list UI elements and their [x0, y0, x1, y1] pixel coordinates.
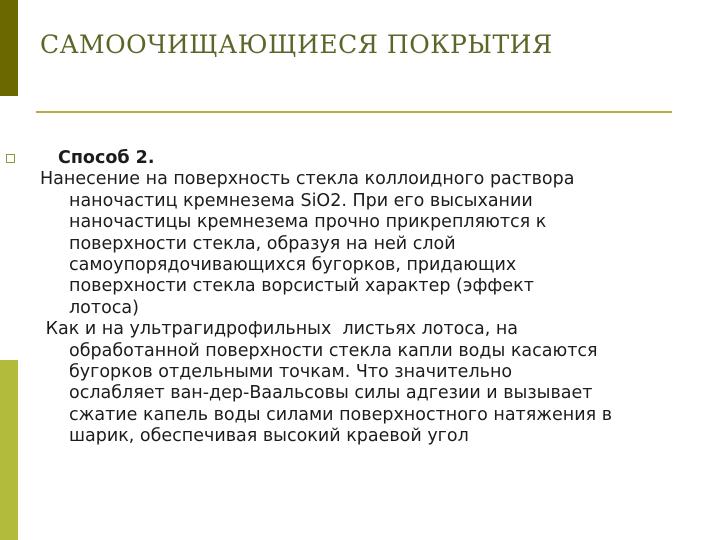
paragraph1-line: наночастиц кремнезема SiO2. При его высыхании — [69, 190, 533, 211]
paragraph1-line: поверхности стекла ворсистый характер (эффект — [69, 276, 534, 297]
paragraph2-line: бугорков отдельными точкам. Что значительно — [69, 362, 513, 383]
side-bar-top — [0, 0, 18, 96]
paragraph1-line: самоупорядочивающихся бугорков, придающих — [69, 255, 517, 276]
heading-line — [40, 148, 712, 169]
paragraph2-line: шарик, обеспечивая высокий краевой угол — [69, 426, 469, 447]
method-heading: Способ 2. — [58, 148, 155, 168]
side-bar-middle — [0, 96, 18, 360]
paragraph2-line: обработанной поверхности стекла капли воды касаются — [69, 340, 598, 361]
paragraph1-first-line: Нанесение на поверхность стекла коллоидного раствора — [40, 169, 575, 190]
square-bullet-icon — [6, 154, 15, 163]
paragraph2-line: ослабляет ван-дер-Ваальсовы силы адгезии и вызывает — [69, 383, 593, 404]
paragraph2-first-line: Как и на ультрагидрофильных листьях лотоса, на — [40, 319, 519, 340]
slide-title: САМООЧИЩАЮЩИЕСЯ ПОКРЫТИЯ — [40, 30, 553, 59]
paragraph1-line: поверхности стекла, образуя на ней слой — [69, 233, 456, 254]
paragraph2-line: сжатие капель воды силами поверхностного натяжения в — [69, 404, 613, 425]
slide-body — [40, 148, 712, 448]
title-divider — [36, 111, 672, 113]
paragraph1-line: лотоса) — [69, 297, 139, 318]
side-bar-bottom — [0, 360, 18, 540]
paragraph1-line: наночастицы кремнезема прочно прикрепляются к — [69, 212, 547, 233]
